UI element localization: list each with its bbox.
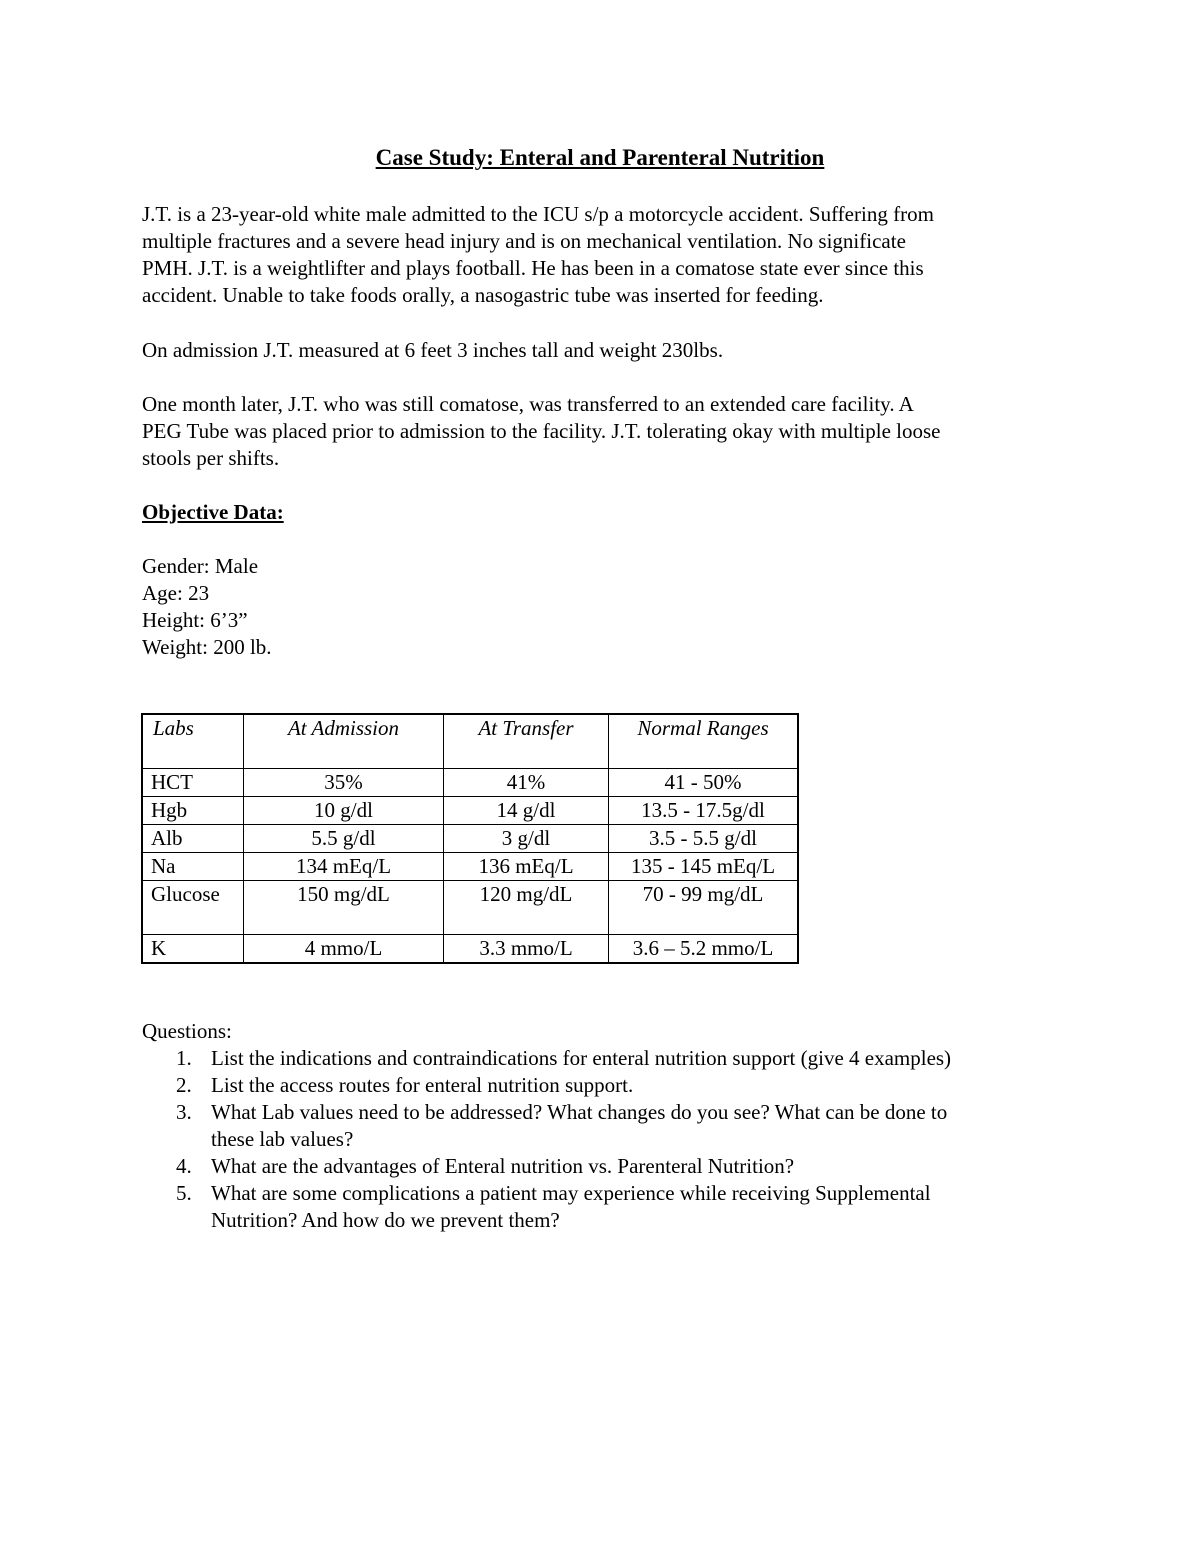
table-cell: 41 - 50% <box>609 769 799 797</box>
table-cell: 3 g/dl <box>444 825 609 853</box>
page-title: Case Study: Enteral and Parenteral Nutrition <box>375 145 825 170</box>
lab-values-table <box>141 713 799 964</box>
text-line: PMH. J.T. is a weightlifter and plays football. He has been in a comatose state ever since this <box>142 256 924 280</box>
question-number: 3. <box>176 1100 192 1124</box>
table-row <box>142 769 798 797</box>
text-line: accident. Unable to take foods orally, a nasogastric tube was inserted for feeding. <box>142 283 824 307</box>
list-item <box>142 1099 1062 1153</box>
text-line: On admission J.T. measured at 6 feet 3 inches tall and weight 230lbs. <box>142 338 724 362</box>
questions-list <box>142 1045 1062 1234</box>
list-item <box>142 1072 1062 1099</box>
table-cell: 13.5 - 17.5g/dl <box>609 797 799 825</box>
table-cell: Glucose <box>142 881 244 935</box>
table-row <box>142 853 798 881</box>
table-cell: 10 g/dl <box>244 797 444 825</box>
table-cell: Hgb <box>142 797 244 825</box>
fact-height: Height: 6’3” <box>142 608 248 632</box>
table-cell: 4 mmo/L <box>244 935 444 964</box>
list-item <box>142 1180 1062 1234</box>
question-text: these lab values? <box>211 1127 354 1151</box>
question-text: What are the advantages of Enteral nutrition vs. Parenteral Nutrition? <box>211 1154 795 1178</box>
transfer-paragraph <box>142 391 1062 472</box>
table-cell: 3.6 – 5.2 mmo/L <box>609 935 799 964</box>
question-text: Nutrition? And how do we prevent them? <box>211 1208 560 1232</box>
table-row <box>142 881 798 935</box>
table-cell: 35% <box>244 769 444 797</box>
table-cell: Alb <box>142 825 244 853</box>
question-text: List the access routes for enteral nutrition support. <box>211 1073 634 1097</box>
table-cell: 5.5 g/dl <box>244 825 444 853</box>
text-line: J.T. is a 23-year-old white male admitted to the ICU s/p a motorcycle accident. Suffering from <box>142 202 934 226</box>
table-cell: 150 mg/dL <box>244 881 444 935</box>
text-line: stools per shifts. <box>142 446 280 470</box>
list-item <box>142 1153 1062 1180</box>
table-cell: 3.5 - 5.5 g/dl <box>609 825 799 853</box>
table-cell: 3.3 mmo/L <box>444 935 609 964</box>
admission-paragraph <box>142 337 1062 364</box>
question-text: What are some complications a patient may experience while receiving Supplemental <box>211 1181 931 1205</box>
question-number: 2. <box>176 1073 192 1097</box>
table-cell: 120 mg/dL <box>444 881 609 935</box>
table-cell: Na <box>142 853 244 881</box>
fact-gender: Gender: Male <box>142 554 259 578</box>
table-cell: 134 mEq/L <box>244 853 444 881</box>
table-row <box>142 825 798 853</box>
table-row <box>142 935 798 964</box>
column-header: At Admission <box>244 714 444 769</box>
patient-facts <box>142 553 272 661</box>
objective-data-heading: Objective Data: <box>142 500 284 524</box>
table-cell: 14 g/dl <box>444 797 609 825</box>
fact-age: Age: 23 <box>142 581 210 605</box>
intro-paragraph <box>142 201 1062 309</box>
question-text: What Lab values need to be addressed? What changes do you see? What can be done to <box>211 1100 948 1124</box>
list-item <box>142 1045 1062 1072</box>
table-cell: 70 - 99 mg/dL <box>609 881 799 935</box>
text-line: PEG Tube was placed prior to admission to the facility. J.T. tolerating okay with multiple loose <box>142 419 941 443</box>
table-cell: 136 mEq/L <box>444 853 609 881</box>
question-text: List the indications and contraindications for enteral nutrition support (give 4 examples) <box>211 1046 952 1070</box>
table-cell: K <box>142 935 244 964</box>
text-line: multiple fractures and a severe head injury and is on mechanical ventilation. No significate <box>142 229 906 253</box>
column-header: Labs <box>142 714 244 769</box>
table-cell: HCT <box>142 769 244 797</box>
column-header: Normal Ranges <box>609 714 799 769</box>
table-row <box>142 797 798 825</box>
question-number: 1. <box>176 1046 192 1070</box>
column-header: At Transfer <box>444 714 609 769</box>
text-line: One month later, J.T. who was still comatose, was transferred to an extended care facility. A <box>142 392 914 416</box>
table-cell: 135 - 145 mEq/L <box>609 853 799 881</box>
table-cell: 41% <box>444 769 609 797</box>
question-number: 4. <box>176 1154 192 1178</box>
fact-weight: Weight: 200 lb. <box>142 635 272 659</box>
table-header-row <box>142 714 798 769</box>
question-number: 5. <box>176 1181 192 1205</box>
questions-label: Questions: <box>142 1019 232 1043</box>
